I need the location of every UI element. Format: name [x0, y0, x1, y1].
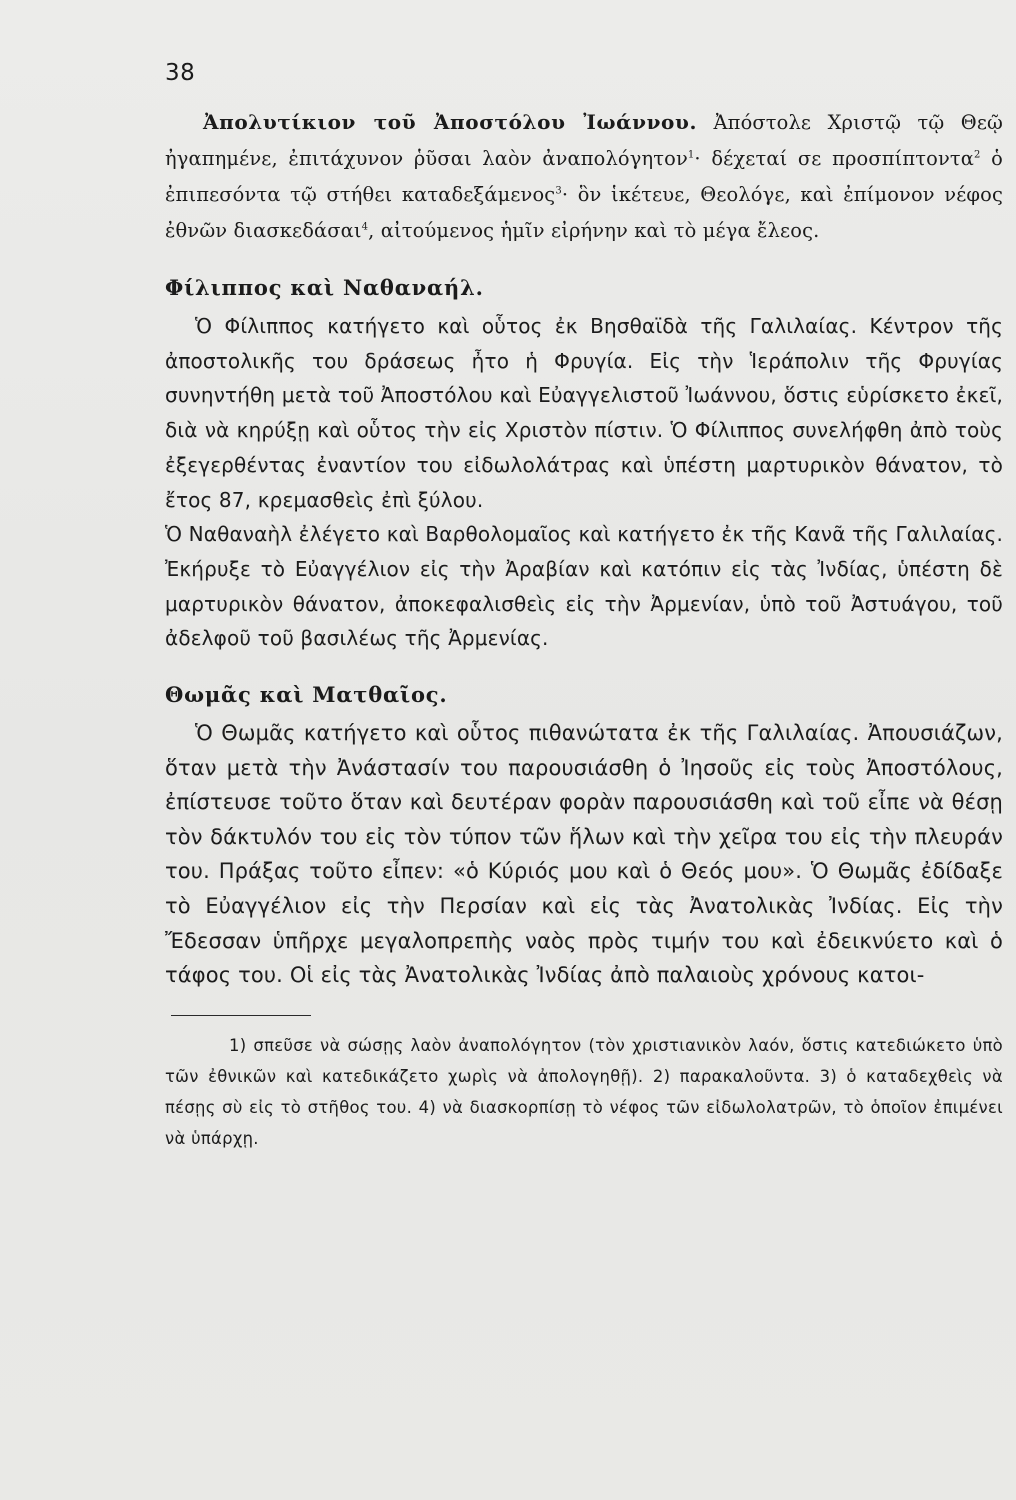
footnote-ref-3: 3 [555, 185, 562, 197]
troparion-text-1: Ἀπόστολε Χριστῷ τῷ Θεῷ ἠγαπημένε, ἐπιτάχυνον ῥῦσαι λαὸν ἀναπολόγητον [165, 111, 1004, 170]
footnote-ref-4: 4 [361, 221, 369, 233]
footnote-ref-1: 1 [687, 149, 695, 161]
section-heading-thomas-matthew: Θωμᾶς καὶ Ματθαῖος. [165, 682, 448, 708]
troparion-text-5: , αἰτούμενος ἡμῖν εἰρήνην καὶ τὸ μέγα ἔλεος. [368, 219, 820, 242]
main-text [165, 104, 1003, 1154]
section-heading-philip-nathanael: Φίλιππος καὶ Ναθαναήλ. [165, 275, 484, 300]
troparion-title: Ἀπολυτίκιον τοῦ Ἀποστόλου Ἰωάννου. [203, 110, 698, 134]
page-number: 38 [165, 60, 196, 86]
footnotes: 1) σπεῦσε νὰ σώσῃς λαὸν ἀναπολόγητον (τὸν χριστιανικὸν λαόν, ὅστις κατεδιώκετο ὑπὸ τῶν ἐθνικῶν καὶ κατεδικάζετο χωρὶς νὰ ἀπολογηθῇ). 2) παρακαλοῦντα. 3) ὁ καταδεχθεὶς νὰ πέσῃς σὺ εἰς τὸ στῆθος του. 4) νὰ διασκορπίσῃ τὸ νέφος τῶν εἰδωλολατρῶν, τὸ ὁποῖον ἐπιμένει νὰ ὑπάρχῃ. [165, 1035, 1003, 1148]
paragraph-nathanael: Ὁ Ναθαναὴλ ἐλέγετο καὶ Βαρθολομαῖος καὶ κατήγετο ἐκ τῆς Κανᾶ τῆς Γαλιλαίας. Ἐκήρυξε τὸ Εὐαγγέλιον εἰς τὴν Ἀραβίαν καὶ κατόπιν εἰς τὰς Ἰνδίας, ὑπέστη δὲ μαρτυρικὸν θάνατον, ἀποκεφαλισθεὶς εἰς τὴν Ἀρμενίαν, ὑπὸ τοῦ Ἀστυάγου, τοῦ ἀδελφοῦ τοῦ βασιλέως τῆς Ἀρμενίας. [165, 522, 1003, 651]
footnote-ref-2: 2 [974, 149, 981, 161]
paragraph-philip: Ὁ Φίλιππος κατήγετο καὶ οὗτος ἐκ Βησθαϊδὰ τῆς Γαλιλαίας. Κέντρον τῆς ἀποστολικῆς του δράσεως ἦτο ἡ Φρυγία. Εἰς τὴν Ἱεράπολιν τῆς Φρυγίας συνηντήθη μετὰ τοῦ Ἀποστόλου καὶ Εὐαγγελιστοῦ Ἰωάννου, ὅστις εὑρίσκετο ἐκεῖ, διὰ νὰ κηρύξῃ καὶ οὗτος τὴν εἰς Χριστὸν πίστιν. Ὁ Φίλιππος συνελήφθη ἀπὸ τοὺς ἐξεγερθέντας ἐναντίον του εἰδωλολάτρας καὶ ὑπέστη μαρτυρικὸν θάνατον, τὸ ἔτος 87, κρεμασθεὶς ἐπὶ ξύλου. [165, 314, 1003, 512]
footnote-divider [171, 1015, 311, 1016]
troparion-text-4: ὃν ἱκέτευε, Θεολόγε, καὶ ἐπίμονον νέφος ἐθνῶν διασκεδάσαι [165, 183, 1003, 242]
troparion-text-3: ὁ ἐπιπεσόντα τῷ στήθει καταδεξάμενος [165, 147, 1003, 206]
troparion-paragraph: Ἀπολυτίκιον τοῦ Ἀποστόλου Ἰωάννου. Ἀπόστολε Χριστῷ τῷ Θεῷ ἠγαπημένε, ἐπιτάχυνον ῥῦσαι λαὸν ἀναπολόγητον$^1$· δέχεταί σε προσπίπτοντα$^2$ ὁ ἐπιπεσόντα τῷ στήθει καταδεξάμενος$^3$· ὃν ἱκέτευε, Θεολόγε, καὶ ἐπίμονον νέφος ἐθνῶν διασκεδάσαι$^4$, αἰτούμενος ἡμῖν εἰρήνην καὶ τὸ μέγα ἔλεος. [165, 110, 1004, 242]
troparion-text-2: δέχεταί σε προσπίπτοντα [711, 147, 975, 170]
paragraph-thomas: Ὁ Θωμᾶς κατήγετο καὶ οὗτος πιθανώτατα ἐκ τῆς Γαλιλαίας. Ἀπουσιάζων, ὅταν μετὰ τὴν Ἀνάστασίν του παρουσιάσθη ὁ Ἰησοῦς εἰς τοὺς Ἀποστόλους, ἐπίστευσε τοῦτο ὅταν καὶ δευτέραν φορὰν παρουσιάσθη καὶ τοῦ εἶπε νὰ θέσῃ τὸν δάκτυλόν του εἰς τὸν τύπον τῶν ἥλων καὶ τὴν χεῖρα του εἰς τὴν πλευράν του. Πράξας τοῦτο εἶπεν: «ὁ Κύριός μου καὶ ὁ Θεός μου». Ὁ Θωμᾶς ἐδίδαξε τὸ Εὐαγγέλιον εἰς τὴν Περσίαν καὶ εἰς τὰς Ἀνατολικὰς Ἰνδίας. Εἰς τὴν Ἔδεσσαν ὑπῆρχε μεγαλοπρεπὴς ναὸς πρὸς τιμήν του καὶ ἐδεικνύετο καὶ ὁ τάφος του. Οἱ εἰς τὰς Ἀνατολικὰς Ἰνδίας ἀπὸ παλαιοὺς χρόνους κατοι- [165, 721, 1003, 988]
